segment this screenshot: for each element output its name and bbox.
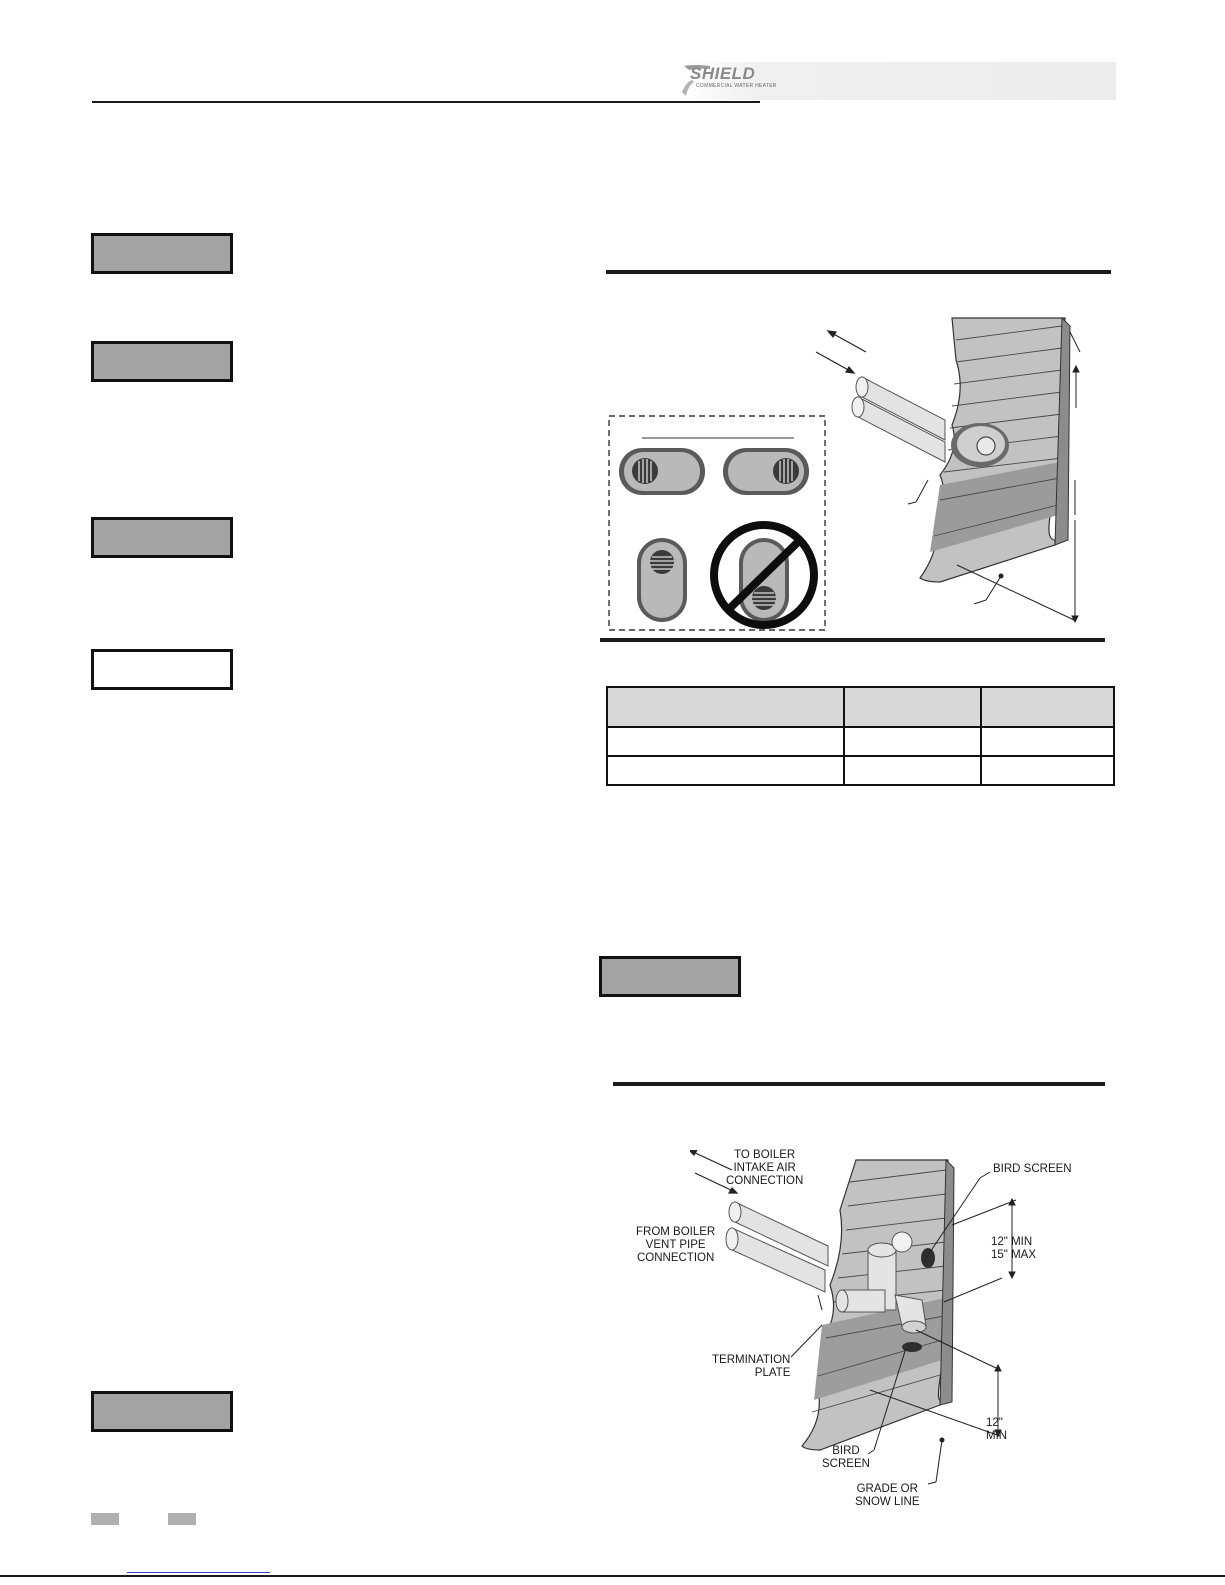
label-bird-screen-top: BIRD SCREEN xyxy=(993,1163,1072,1175)
footer-link[interactable] xyxy=(127,1572,270,1573)
clearance-table xyxy=(606,686,1115,786)
brand-logo-text: SHIELD xyxy=(690,64,756,83)
label-grade-line: GRADE OR SNOW LINE xyxy=(855,1483,920,1508)
table-cell xyxy=(607,727,844,756)
notice-box-2 xyxy=(91,341,233,382)
plate-horizontal-right-icon xyxy=(723,448,809,495)
pipes-icon xyxy=(852,377,945,462)
notice-box-5 xyxy=(91,1391,233,1432)
label-termination-plate: TERMINATION PLATE xyxy=(712,1354,791,1379)
pipes-icon xyxy=(726,1202,828,1292)
flow-arrows-icon xyxy=(816,331,866,373)
label-vent-pipe: FROM BOILER VENT PIPE CONNECTION xyxy=(636,1226,716,1264)
plate-vertical-prohibited-icon xyxy=(714,525,814,625)
footer-tab-left xyxy=(91,1513,119,1525)
table-header-row xyxy=(607,687,1114,727)
table-row xyxy=(607,756,1114,785)
table-cell xyxy=(981,756,1114,785)
plate-horizontal-left-icon xyxy=(619,448,705,495)
table-cell xyxy=(844,756,982,785)
figure1-bottom-rule xyxy=(600,638,1105,642)
table-header-cell xyxy=(607,687,844,727)
table-header-cell xyxy=(844,687,982,727)
table-row xyxy=(607,727,1114,756)
notice-box-3 xyxy=(91,517,233,558)
plate-vertical-correct-icon xyxy=(637,538,687,622)
label-intake-air: TO BOILER INTAKE AIR CONNECTION xyxy=(726,1149,804,1187)
notice-box-1 xyxy=(91,233,233,274)
termination-plate-icon xyxy=(951,423,1009,467)
brand-subtitle: COMMERCIAL WATER HEATER xyxy=(696,83,777,89)
figure1-top-rule xyxy=(606,270,1111,274)
figure1-illustration xyxy=(600,300,1120,645)
notice-box-4 xyxy=(91,649,233,690)
table-header-cell xyxy=(981,687,1114,727)
header-rule xyxy=(92,101,760,103)
footer-tab-right xyxy=(168,1513,196,1525)
label-clearance-bottom: 12" MIN xyxy=(986,1417,1008,1442)
footer-rule xyxy=(0,1575,1225,1577)
table-cell xyxy=(844,727,982,756)
label-bird-screen-bottom: BIRD SCREEN xyxy=(822,1445,870,1470)
figure2-top-rule xyxy=(613,1082,1105,1086)
figure2-illustration xyxy=(690,1150,1090,1500)
table-cell xyxy=(981,727,1114,756)
table-cell xyxy=(607,756,844,785)
label-clearance-top: 12" MIN 15" MAX xyxy=(991,1236,1036,1261)
notice-box-6 xyxy=(599,956,741,997)
